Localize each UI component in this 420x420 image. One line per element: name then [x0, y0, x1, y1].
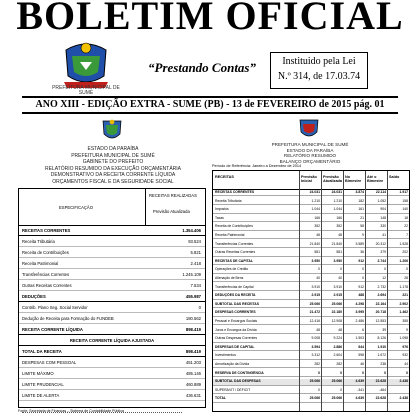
rcl-table-row — [19, 336, 205, 346]
budget-row-value: 21.840 — [309, 241, 320, 246]
rcl-table-row — [19, 281, 205, 291]
budget-row-label: Juros e Encargos da Dívida — [215, 327, 257, 332]
row-label: Contrib. Plano Seg. Social Servidor — [22, 305, 88, 310]
budget-row-value: 282 — [314, 362, 320, 366]
row-value: 0 — [198, 305, 201, 310]
budget-row-value: 28 — [404, 276, 408, 280]
budget-row-value: 44 — [404, 362, 408, 366]
budget-row-value: 355 — [402, 319, 408, 323]
budget-row-value: 40 — [338, 276, 342, 280]
edition-line: ANO XIII - EDIÇÃO EXTRA - SUME (PB) - 13 de FEVEREIRO de 2015 pág. 01 — [22, 96, 398, 114]
budget-row-value: 4.639 — [355, 396, 364, 401]
budget-table-row — [213, 190, 409, 196]
budget-row-value: 9.224 — [333, 336, 342, 341]
budget-table-row — [213, 276, 409, 282]
row-value: 1.245.109 — [182, 272, 201, 277]
row-label: DESPESAS COM PESSOAL — [22, 360, 77, 365]
municipal-logo-icon — [58, 36, 114, 92]
budget-row-value: 1.210 — [333, 198, 342, 203]
budget-row-value: 7 — [406, 233, 408, 237]
budget-row-value: 2.604 — [333, 353, 342, 358]
budget-row-value: 166 — [336, 215, 342, 220]
budget-table-row — [213, 250, 409, 256]
rcl-table-row — [19, 314, 205, 324]
budget-row-value: 581 — [314, 250, 320, 255]
budget-row-value: 1.210 — [311, 198, 320, 203]
row-label: LIMITE MÁXIMO — [22, 371, 54, 376]
slogan: “Prestando Contas” — [148, 60, 256, 75]
row-value: 460.889 — [185, 382, 201, 387]
budget-table-row — [213, 319, 409, 325]
budget-col-head: No Bimestre — [345, 175, 362, 183]
budget-row-label: Transferências Correntes — [215, 241, 254, 246]
budget-row-value: 0 — [340, 267, 342, 272]
budget-row-value: 3.594 — [311, 344, 320, 349]
budget-row-value: 24.031 — [331, 190, 342, 194]
right-subheading: Período de Referência: Janeiro a Dezembro de 2014 — [212, 164, 302, 168]
budget-row-value: 0 — [406, 370, 408, 375]
budget-row-value: 25.066 — [331, 379, 342, 384]
budget-table-row — [213, 199, 409, 205]
row-label: Receita de Contribuições — [22, 250, 69, 255]
budget-row-value: 1.044 — [311, 207, 320, 212]
budget-row-value: 1.917 — [399, 190, 408, 194]
budget-col-head: Previsão Inicial — [301, 175, 317, 183]
budget-row-value: 1.206 — [399, 258, 408, 263]
right-header-line: RELATÓRIO RESUMIDO — [283, 153, 337, 158]
left-header-line: DEMONSTRATIVO DA RECEITA CORRENTE LÍQUIDA — [50, 172, 176, 178]
budget-row-value: 4.298 — [355, 301, 364, 306]
rcl-table-row — [19, 303, 205, 313]
budget-row-value: 976 — [402, 344, 408, 349]
budget-row-value: 3.312 — [311, 353, 320, 358]
row-value: 436.631 — [185, 393, 201, 398]
budget-row-label: RECEITAS CORRENTES — [215, 190, 255, 194]
budget-table-row — [213, 371, 409, 377]
budget-row-label: Investimentos — [215, 353, 236, 358]
budget-row-value: 0 — [340, 387, 342, 392]
col-head-spec: ESPECIFICAÇÃO — [59, 205, 93, 210]
budget-row-label: Transferências de Capital — [215, 284, 254, 289]
budget-row-value: 3.910 — [311, 284, 320, 289]
budget-row-value: 41 — [382, 233, 386, 237]
budget-row-value: 166 — [314, 215, 320, 220]
rcl-table-row — [19, 226, 205, 236]
budget-row-value: 22 — [404, 224, 408, 229]
row-value: 2.418 — [190, 261, 201, 266]
budget-row-value: 2.486 — [355, 319, 364, 323]
budget-row-label: Receita Patrimonial — [215, 233, 245, 237]
budget-table-row — [213, 233, 409, 239]
rcl-table-row — [19, 270, 205, 280]
row-label: Outras Receitas Correntes — [22, 283, 72, 288]
law-reference-box — [270, 52, 368, 89]
budget-row-label: Pessoal e Encargos Sociais — [215, 319, 258, 323]
budget-row-value: 221 — [402, 293, 408, 298]
right-coat-of-arms-icon — [298, 118, 320, 142]
budget-row-value: 379 — [380, 250, 386, 255]
budget-row-value: 21 — [360, 215, 364, 220]
budget-row-value: 58 — [360, 224, 364, 229]
budget-col-head: RECEITAS — [215, 175, 234, 179]
row-value: 898.419 — [185, 349, 201, 354]
budget-row-value: 2.744 — [377, 258, 386, 263]
left-header-line: GABINETE DO PREFEITO — [82, 159, 144, 165]
budget-row-value: 2.915 — [311, 293, 320, 298]
budget-row-value: 2.694 — [377, 293, 386, 298]
budget-row-value: 40 — [316, 276, 320, 280]
budget-row-value: 25.066 — [331, 301, 342, 306]
budget-row-value: 1.052 — [377, 198, 386, 203]
budget-row-value: 0 — [362, 370, 364, 375]
rcl-table-row — [19, 292, 205, 302]
budget-table-row — [213, 379, 409, 385]
budget-row-value: 6 — [362, 327, 364, 332]
budget-row-value: 3.874 — [355, 190, 364, 194]
row-label: LIMITE DE ALERTA — [22, 393, 60, 398]
rcl-table-row — [19, 380, 205, 390]
rcl-table-header — [19, 189, 205, 226]
rcl-table-row — [19, 347, 205, 357]
budget-row-value: 0 — [406, 267, 408, 272]
budget-row-value: 48 — [338, 233, 342, 237]
budget-row-value: 912 — [358, 258, 364, 263]
budget-col-divider — [365, 171, 366, 411]
rcl-table-row — [19, 358, 205, 368]
budget-row-value: 1.098 — [399, 336, 408, 341]
left-header-line: ORÇAMENTOS FISCAL E DA SEGURIDADE SOCIAL — [52, 178, 174, 185]
row-value: 180.562 — [185, 316, 201, 321]
budget-row-value: 0 — [384, 370, 386, 375]
budget-row-value: 1.910 — [377, 344, 386, 349]
budget-row-label: SUBTOTAL DAS RECEITAS — [215, 301, 260, 306]
budget-row-label: SUBTOTAL DAS DESPESAS — [215, 379, 261, 384]
budget-table-row — [213, 302, 409, 308]
col-head-forecast: Previsão Atualizada — [153, 209, 190, 214]
budget-row-label: DESPESAS DE CAPITAL — [215, 344, 255, 349]
budget-row-value: 488 — [358, 293, 364, 298]
budget-row-value: 12.553 — [375, 319, 386, 323]
budget-row-value: 598 — [358, 353, 364, 358]
budget-table — [212, 170, 410, 412]
budget-row-value: -464 — [379, 387, 386, 392]
budget-row-value: 352 — [336, 224, 342, 229]
rcl-table — [18, 188, 206, 408]
budget-row-value: 22.628 — [375, 379, 386, 384]
right-header-line: BALANÇO ORÇAMENTÁRIO — [279, 158, 341, 164]
budget-table-row — [213, 267, 409, 273]
budget-row-value: 644 — [358, 344, 364, 349]
row-value: 93.524 — [188, 239, 201, 244]
budget-col-divider — [387, 171, 388, 411]
rcl-table-row — [19, 237, 205, 247]
budget-col-head: Até o Bimestre — [367, 175, 384, 183]
row-label: Dedução de Receita para Formação do FUNDEB — [22, 316, 114, 321]
budget-row-value: 48 — [316, 327, 320, 332]
logo-caption: PREFEITURA MUNICIPAL DE SUMÉ — [52, 85, 120, 96]
budget-row-value: 0 — [318, 267, 320, 272]
right-header-line: ESTADO DA PARAÍBA — [286, 147, 334, 153]
budget-row-label: Impostos — [215, 207, 229, 212]
budget-row-value: 24.031 — [309, 190, 320, 194]
budget-row-label: Amortização da Dívida — [215, 362, 250, 366]
masthead — [0, 0, 420, 108]
budget-row-value: 25.066 — [309, 301, 320, 306]
budget-row-value: 238 — [380, 362, 386, 366]
budget-row-label: DESPESAS CORRENTES — [215, 310, 256, 315]
budget-row-value: 282 — [336, 362, 342, 366]
row-label: Receita Patrimonial — [22, 261, 59, 266]
budget-row-label: Outras Receitas Correntes — [215, 250, 256, 255]
budget-row-value: 9 — [406, 327, 408, 332]
budget-table-row — [213, 345, 409, 351]
budget-row-value: 22.164 — [375, 301, 386, 306]
budget-row-value: 158 — [402, 198, 408, 203]
budget-row-value: 0 — [362, 267, 364, 272]
left-document — [18, 118, 208, 413]
budget-row-value: 48 — [338, 327, 342, 332]
budget-row-value: 2.886 — [333, 344, 342, 349]
row-label: RECEITA CORRENTE LÍQUIDA AJUSTADA — [69, 338, 155, 343]
budget-row-value: 2.732 — [377, 284, 386, 289]
law-line-1: Instituido pela Lei — [282, 56, 356, 67]
row-label: DEDUÇÕES — [22, 294, 46, 299]
rcl-table-row — [19, 391, 205, 401]
budget-row-label: Taxas — [215, 215, 224, 220]
budget-row-value: 4.639 — [355, 379, 364, 384]
budget-row-value: 330 — [380, 224, 386, 229]
budget-row-value: 12.908 — [331, 319, 342, 323]
budget-row-value: 25.066 — [309, 396, 320, 401]
budget-row-value: 9 — [362, 233, 364, 237]
budget-col-head: Saldo — [389, 175, 400, 179]
right-document — [212, 118, 408, 413]
budget-row-value: 0 — [362, 276, 364, 280]
budget-row-value: 2.915 — [333, 293, 342, 298]
budget-row-value: 1.528 — [399, 241, 408, 246]
budget-row-value: 3.995 — [355, 310, 364, 315]
budget-table-row — [213, 336, 409, 342]
budget-row-value: 904 — [380, 207, 386, 212]
row-value: 455.987 — [185, 294, 201, 299]
left-footnote: Fonte: Secretaria de Finanças – Sistema de Contabilidade Pública — [18, 409, 124, 413]
budget-row-value: 39 — [382, 327, 386, 332]
row-label: Transferências Correntes — [22, 272, 70, 277]
budget-row-value: 182 — [358, 198, 364, 203]
budget-row-value: 912 — [358, 284, 364, 289]
budget-row-value: 202 — [402, 250, 408, 255]
budget-row-value: 932 — [402, 353, 408, 358]
budget-row-value: 20.718 — [375, 310, 386, 315]
rcl-table-row — [19, 369, 205, 379]
budget-row-value: 22.628 — [375, 396, 386, 401]
budget-row-value: 148 — [380, 215, 386, 220]
left-header-line: PREFEITURA MUNICIPAL DE SUMÉ — [71, 152, 155, 159]
budget-row-value: 36 — [360, 250, 364, 255]
row-value: 5.821 — [190, 250, 201, 255]
right-header-line: PREFEITURA MUNICIPAL DE SUMÉ — [271, 142, 349, 147]
budget-table-header — [213, 171, 409, 190]
row-value: 485.146 — [185, 371, 201, 376]
budget-row-value: -341 — [357, 387, 364, 392]
budget-row-value: 0 — [318, 370, 320, 375]
left-header-line: ESTADO DA PARAÍBA — [87, 146, 139, 152]
budget-table-row — [213, 242, 409, 248]
rcl-table-row — [19, 248, 205, 258]
budget-row-value: 1.178 — [399, 284, 408, 289]
budget-row-value: 12 — [382, 276, 386, 280]
budget-row-value: 21.840 — [331, 241, 342, 246]
row-value: 451.203 — [185, 360, 201, 365]
budget-row-value: 352 — [314, 224, 320, 229]
budget-row-value: 8.126 — [377, 336, 386, 341]
budget-col-divider — [321, 171, 322, 411]
budget-row-label: Operações de Crédito — [215, 267, 249, 272]
budget-row-value: 25.066 — [309, 379, 320, 384]
budget-row-value: 1.044 — [333, 207, 342, 212]
budget-row-value: 161 — [358, 207, 364, 212]
budget-row-label: RECEITAS DE CAPITAL — [215, 258, 253, 263]
budget-table-row — [213, 259, 409, 265]
budget-table-row — [213, 216, 409, 222]
budget-row-label: SUPERÁVIT / DÉFICIT — [215, 387, 251, 392]
budget-row-value: 140 — [402, 207, 408, 212]
budget-row-value: 3.589 — [355, 241, 364, 246]
law-line-2: N.º 314, de 17.03.74 — [277, 71, 361, 82]
budget-row-value: 46 — [360, 362, 364, 366]
budget-col-divider — [299, 171, 300, 411]
budget-row-label: RESERVA DE CONTINGÊNCIA — [215, 370, 264, 375]
budget-row-value: 2.438 — [399, 379, 408, 384]
budget-row-value: 22.180 — [331, 310, 342, 315]
bulletin-title: BOLETIM OFICIAL — [16, 0, 404, 38]
row-value: 1.354.406 — [182, 228, 201, 233]
budget-row-label: TOTAL — [215, 396, 226, 401]
coat-of-arms-icon — [100, 118, 124, 144]
budget-row-value: 2.438 — [399, 396, 408, 401]
row-label: RECEITAS CORRENTES — [22, 228, 71, 233]
budget-row-value: 25.066 — [331, 396, 342, 401]
budget-row-value: 2.902 — [399, 301, 408, 306]
row-label: LIMITE PRUDENCIAL — [22, 382, 64, 387]
left-header-line: RELATÓRIO RESUMIDO DA EXECUÇÃO ORÇAMENTÁRIA — [44, 165, 182, 172]
budget-row-value: 1.503 — [355, 336, 364, 341]
budget-row-value: 48 — [316, 233, 320, 237]
budget-row-value: 581 — [336, 250, 342, 255]
row-label: RECEITA CORRENTE LÍQUIDA — [22, 327, 83, 332]
budget-table-row — [213, 328, 409, 334]
rcl-table-row — [19, 259, 205, 269]
budget-row-value: 0 — [318, 387, 320, 392]
budget-col-divider — [343, 171, 344, 411]
budget-table-row — [213, 285, 409, 291]
budget-table-row — [213, 396, 409, 402]
budget-row-value: 21.472 — [309, 310, 320, 315]
budget-row-value: 3.950 — [333, 258, 342, 263]
budget-row-label: Receita de Contribuições — [215, 224, 253, 229]
budget-row-value: 9.008 — [311, 336, 320, 341]
row-value: 898.419 — [185, 327, 201, 332]
budget-row-value: 0 — [340, 370, 342, 375]
budget-table-row — [213, 362, 409, 368]
row-value: 7.534 — [190, 283, 201, 288]
budget-row-value: 3.910 — [333, 284, 342, 289]
budget-row-value: 1.462 — [399, 310, 408, 315]
budget-table-row — [213, 388, 409, 394]
budget-table-row — [213, 224, 409, 230]
budget-row-value: 1.672 — [377, 353, 386, 358]
row-label: TOTAL DA RECEITA — [22, 349, 62, 354]
budget-table-row — [213, 293, 409, 299]
budget-row-value: 22.114 — [375, 190, 386, 194]
page-footer-rule — [22, 412, 182, 415]
budget-row-value: 3.950 — [311, 258, 320, 263]
budget-row-value: 20.312 — [375, 241, 386, 246]
budget-table-row — [213, 353, 409, 359]
budget-row-label: Receita Tributária — [215, 198, 242, 203]
budget-row-value: 0 — [384, 267, 386, 272]
budget-table-row — [213, 310, 409, 316]
budget-row-value: 18 — [404, 215, 408, 220]
budget-col-head: Previsão Atualizada — [323, 175, 342, 183]
budget-row-label: Outras Despesas Correntes — [215, 336, 258, 341]
budget-row-label: Alienação de Bens — [215, 276, 244, 280]
rcl-table-row — [19, 325, 205, 335]
budget-table-row — [213, 207, 409, 213]
budget-row-value: 12.416 — [309, 319, 320, 323]
col-head-realized: RECEITAS REALIZADAS — [149, 193, 197, 198]
budget-row-label: DEDUÇÕES DA RECEITA — [215, 293, 256, 298]
row-label: Receita Tributária — [22, 239, 55, 244]
